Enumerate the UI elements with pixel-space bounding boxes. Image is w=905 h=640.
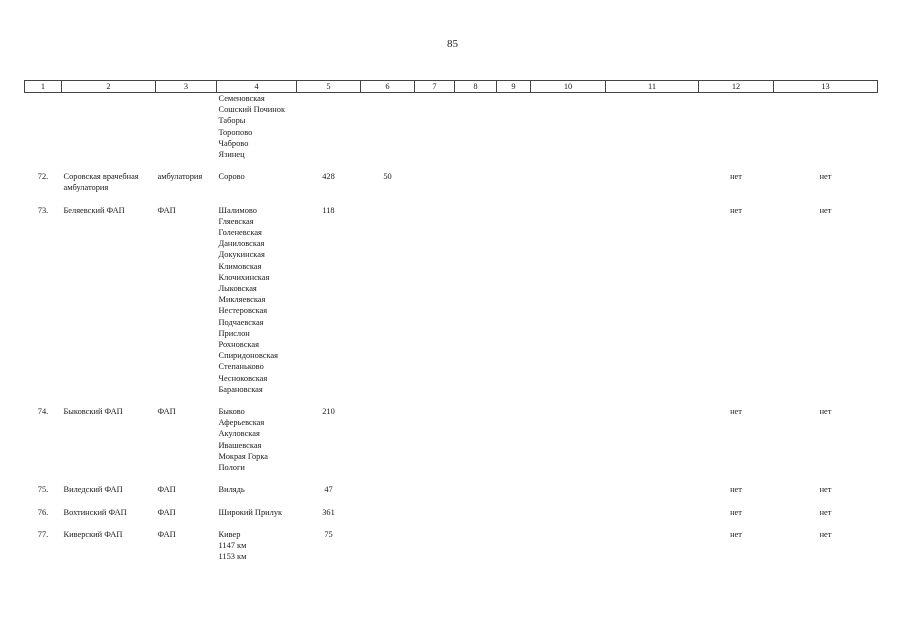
settlements-cell <box>217 171 297 193</box>
row-number-cell <box>25 93 62 161</box>
column-7-cell <box>415 93 455 161</box>
row-number-cell: 74. <box>37 407 49 417</box>
settlement-name: Аферьевская <box>218 418 265 428</box>
column-12-cell <box>699 93 774 161</box>
settlement-name: Лыковская <box>218 284 257 294</box>
table-row <box>25 93 878 161</box>
spacer-cell <box>25 473 878 484</box>
spacer-cell <box>25 496 878 507</box>
settlement-name: Кивер <box>218 529 241 539</box>
settlement-name: Микляевская <box>218 295 266 305</box>
column-7-cell <box>415 205 455 395</box>
facility-type-cell: ФАП <box>157 507 176 517</box>
table-row <box>25 406 878 473</box>
column-6-cell <box>361 507 415 518</box>
settlement-name: Торопово <box>218 127 253 137</box>
settlement-name: Чесноковская <box>218 373 268 383</box>
column-8-cell <box>455 484 497 495</box>
column-10-cell <box>531 507 606 518</box>
settlement-name: Степаньково <box>218 362 264 372</box>
row-spacer <box>25 473 878 484</box>
column-header-4: 4 <box>217 81 297 93</box>
column-9-cell <box>497 507 531 518</box>
column-10-cell <box>531 93 606 161</box>
table-body <box>25 93 878 563</box>
facility-type-cell: амбулатория <box>157 172 203 182</box>
settlements-cell <box>217 205 297 395</box>
settlement-name: Рохновская <box>218 340 259 350</box>
settlement-name: Семеновская <box>218 94 265 103</box>
column-8-cell <box>455 507 497 518</box>
settlement-name: Чаброво <box>218 138 249 148</box>
column-7-cell <box>415 406 455 473</box>
column-7-cell <box>415 171 455 193</box>
column-13-cell: нет <box>819 485 832 495</box>
column-header-7: 7 <box>415 81 455 93</box>
settlement-name: Подчаевская <box>218 317 264 327</box>
settlement-name: 1147 км <box>218 540 247 550</box>
settlement-name: Ивашевская <box>218 440 262 450</box>
row-number-cell: 77. <box>37 529 49 539</box>
settlement-name: Язинец <box>218 150 245 160</box>
settlement-name: Сорово <box>218 172 245 182</box>
settlement-name: Клочихинская <box>218 272 270 282</box>
settlement-name: Гляевская <box>218 216 254 226</box>
settlement-name: Широкий Прилук <box>218 507 283 517</box>
column-8-cell <box>455 406 497 473</box>
column-8-cell <box>455 205 497 395</box>
settlements-cell <box>217 529 297 563</box>
spacer-cell <box>25 160 878 171</box>
column-6-cell <box>361 529 415 563</box>
settlements-cell <box>217 507 297 518</box>
facility-name-cell: Беляевский ФАП <box>63 205 125 215</box>
column-header-11: 11 <box>606 81 699 93</box>
table-row <box>25 171 878 193</box>
column-header-9: 9 <box>497 81 531 93</box>
row-number-cell: 72. <box>37 172 49 182</box>
column-13-cell: нет <box>819 172 832 182</box>
facility-name-cell: Киверский ФАП <box>63 529 123 539</box>
row-number-cell: 75. <box>37 485 49 495</box>
facility-name-cell: Виледский ФАП <box>63 485 123 495</box>
settlement-name: Прислон <box>218 328 250 338</box>
header-row <box>25 81 878 93</box>
settlement-name: Барановская <box>218 384 263 394</box>
table-row <box>25 484 878 495</box>
facility-type-cell: ФАП <box>157 529 176 539</box>
column-7-cell <box>415 529 455 563</box>
row-spacer <box>25 496 878 507</box>
page-number: 85 <box>447 38 458 50</box>
column-header-6: 6 <box>361 81 415 93</box>
settlement-name: Голеневская <box>218 228 262 238</box>
column-9-cell <box>497 406 531 473</box>
column-6-cell <box>361 93 415 161</box>
column-header-5: 5 <box>297 81 361 93</box>
column-6-cell <box>361 406 415 473</box>
facility-type-cell: ФАП <box>157 205 176 215</box>
column-10-cell <box>531 529 606 563</box>
row-number-cell: 76. <box>37 507 49 517</box>
settlement-name: Таборы <box>218 116 246 126</box>
row-spacer <box>25 194 878 205</box>
column-11-cell <box>606 406 699 473</box>
column-header-1: 1 <box>25 81 62 93</box>
facility-name-cell <box>62 93 156 161</box>
spacer-cell <box>25 518 878 529</box>
settlement-name: Быково <box>218 407 245 417</box>
table-row <box>25 205 878 395</box>
population-cell: 210 <box>322 407 335 417</box>
column-10-cell <box>531 406 606 473</box>
column-7-cell <box>415 507 455 518</box>
population-cell: 75 <box>324 529 333 539</box>
table-row <box>25 507 878 518</box>
column-13-cell: нет <box>819 407 832 417</box>
column-10-cell <box>531 205 606 395</box>
column-13-cell: нет <box>819 205 832 215</box>
settlement-name: Шалимово <box>218 205 257 215</box>
row-spacer <box>25 518 878 529</box>
column-9-cell <box>497 93 531 161</box>
column-8-cell <box>455 529 497 563</box>
column-9-cell <box>497 529 531 563</box>
column-7-cell <box>415 484 455 495</box>
column-11-cell <box>606 529 699 563</box>
facility-type-cell <box>156 93 217 161</box>
settlement-name: Климовская <box>218 261 262 271</box>
column-header-13: 13 <box>774 81 878 93</box>
column-12-cell: нет <box>730 172 742 182</box>
column-11-cell <box>606 171 699 193</box>
column-10-cell <box>531 171 606 193</box>
settlement-name: Пологи <box>218 463 245 473</box>
facility-name-cell: Вохтинский ФАП <box>63 507 127 517</box>
population-cell: 361 <box>322 507 335 517</box>
settlement-name: Вилядь <box>218 485 245 495</box>
settlement-name: Акуловская <box>218 429 260 439</box>
column-12-cell: нет <box>730 485 742 495</box>
facility-name-cell: Соровская врачебная амбулатория <box>63 172 139 193</box>
column-11-cell <box>606 93 699 161</box>
settlements-cell <box>217 93 297 161</box>
settlement-name: Спиридоновская <box>218 351 278 361</box>
column-header-10: 10 <box>531 81 606 93</box>
column-6-cell: 50 <box>383 172 392 182</box>
column-header-3: 3 <box>156 81 217 93</box>
column-header-8: 8 <box>455 81 497 93</box>
facility-name-cell: Быковский ФАП <box>63 407 123 417</box>
table-row <box>25 529 878 563</box>
facilities-table <box>24 80 878 562</box>
column-12-cell: нет <box>730 205 742 215</box>
column-8-cell <box>455 171 497 193</box>
settlement-name: Мокрая Горка <box>218 451 268 461</box>
settlements-cell <box>217 484 297 495</box>
column-9-cell <box>497 484 531 495</box>
column-11-cell <box>606 205 699 395</box>
population-cell: 118 <box>322 205 335 215</box>
column-header-12: 12 <box>699 81 774 93</box>
row-number-cell: 73. <box>37 205 49 215</box>
column-6-cell <box>361 484 415 495</box>
population-cell: 428 <box>322 172 335 182</box>
column-9-cell <box>497 205 531 395</box>
column-12-cell: нет <box>730 529 742 539</box>
column-12-cell: нет <box>730 507 742 517</box>
facility-type-cell: ФАП <box>157 485 176 495</box>
column-10-cell <box>531 484 606 495</box>
settlements-cell <box>217 406 297 473</box>
settlement-name: 1153 км <box>218 552 247 562</box>
spacer-cell <box>25 395 878 406</box>
column-11-cell <box>606 507 699 518</box>
settlement-name: Сошский Починок <box>218 105 286 115</box>
row-spacer <box>25 395 878 406</box>
settlement-name: Нестеровская <box>218 306 268 316</box>
column-9-cell <box>497 171 531 193</box>
population-cell <box>297 93 361 161</box>
column-13-cell: нет <box>819 507 832 517</box>
row-spacer <box>25 160 878 171</box>
settlement-name: Докукинская <box>218 250 265 260</box>
settlement-name: Даниловская <box>218 239 265 249</box>
spacer-cell <box>25 194 878 205</box>
facility-type-cell: ФАП <box>157 407 176 417</box>
column-13-cell: нет <box>819 529 832 539</box>
column-11-cell <box>606 484 699 495</box>
column-12-cell: нет <box>730 407 742 417</box>
column-header-2: 2 <box>62 81 156 93</box>
column-8-cell <box>455 93 497 161</box>
column-6-cell <box>361 205 415 395</box>
population-cell: 47 <box>324 485 333 495</box>
column-13-cell <box>774 93 878 161</box>
